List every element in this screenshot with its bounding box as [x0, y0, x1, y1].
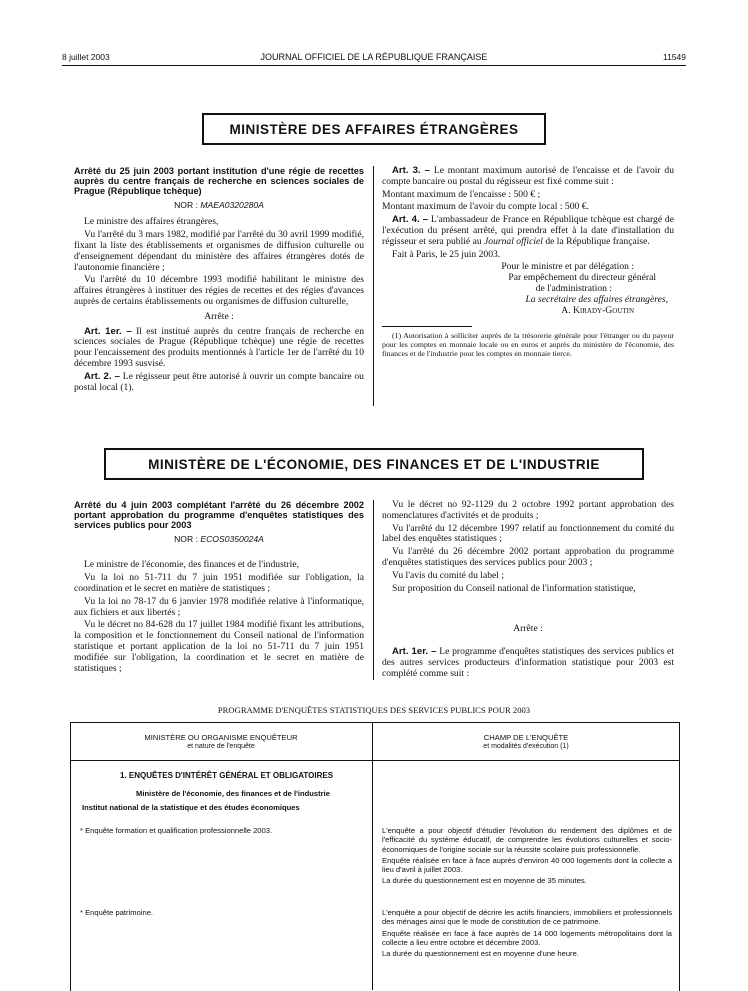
nor-code: ECOS0350024A	[200, 533, 264, 544]
nor-reference: NOR : MAEA0320280A	[174, 199, 264, 210]
column-divider	[373, 166, 374, 406]
section-heading: 1. ENQUÊTES D'INTÉRÊT GÉNÉRAL ET OBLIGATOIRES	[120, 771, 334, 780]
signature-line: de l'administration :	[535, 282, 612, 294]
footnote: (1) Autorisation à solliciter auprès de la trésorerie générale pour l'étranger ou du payeur pour les comptes en monnaie locale ou en euros et auprès du ministère de l'économie, des finances et de l'industrie pour les comptes en monnaie tierce.	[382, 331, 674, 359]
amount-line: Montant maximum de l'encaisse : 500 € ;	[382, 188, 541, 200]
table-header-col2: CHAMP DE L'ENQUÊTE et modalités d'exécution (1)	[483, 733, 569, 751]
article-4: Art. 4. – L'ambassadeur de France en République tchèque est chargé de l'exécution du présent arrêté, qui prendra effet à la date d'installation du régisseur et sera publié au Journal officiel de la République française.	[382, 214, 674, 247]
signature-line: La secrétaire des affaires étrangères,	[525, 293, 668, 305]
programme-heading: PROGRAMME D'ENQUÊTES STATISTIQUES DES SERVICES PUBLICS POUR 2003	[217, 705, 531, 715]
header-date: 8 juillet 2003	[62, 52, 110, 62]
amount-line: Montant maximum de l'avoir du compte local : 500 €.	[382, 201, 589, 213]
left-column-decree2	[74, 500, 364, 676]
institute-heading: Institut national de la statistique et des études économiques	[82, 803, 300, 812]
header-rule	[62, 65, 686, 66]
paragraph: Vu l'avis du comité du label ;	[392, 569, 504, 581]
ministry-heading: Ministère de l'économie, des finances et de l'industrie	[136, 789, 330, 798]
right-column-decree2	[382, 500, 674, 682]
right-column-decree1	[382, 166, 674, 360]
survey-details: L'enquête a pour objectif de décrire les actifs financiers, immobiliers et professionnels des ménages ainsi que le mode de constitution de ce patrimoine. Enquête réalisée en face à face auprès de 14 000 logements métropolitains dont la collecte a lieu entre octobre et décembre 2003. La durée du questionnement est en moyenne d'une heure.	[382, 908, 672, 959]
table-header-rule	[70, 760, 680, 761]
table-header-col1: MINISTÈRE OU ORGANISME ENQUÊTEUR et nature de l'enquête	[144, 733, 298, 751]
table-column-divider	[372, 722, 373, 990]
footnote-rule	[382, 326, 472, 327]
arrete-label: Arrête :	[513, 623, 543, 635]
column-divider	[373, 500, 374, 680]
arrete-label: Arrête :	[204, 310, 234, 322]
signature-line: Par empêchement du directeur général	[508, 272, 656, 284]
header-journal: JOURNAL OFFICIEL DE LA RÉPUBLIQUE FRANÇAISE	[260, 52, 488, 62]
survey-name: * Enquête formation et qualification professionnelle 2003.	[80, 826, 273, 835]
signatory-name: A. Kirady-Goutin	[561, 304, 634, 316]
paragraph: Vu le décret no 92-1129 du 2 octobre 1992 portant approbation des nomenclatures d'activités et de produits ;	[382, 499, 674, 521]
article-1: Art. 1er. – Il est institué auprès du centre français de recherche en sciences sociales de Prague (République tchèque) une régie de recettes pour l'encaissement des produits mentionnés à l'article 1er de l'arrêté du 10 décembre 1993 susvisé.	[74, 325, 364, 369]
nor-code: MAEA0320280A	[200, 199, 264, 210]
paragraph: Sur proposition du Conseil national de l'information statistique,	[392, 582, 636, 594]
signature-line: Pour le ministre et par délégation :	[501, 261, 634, 273]
survey-details: L'enquête a pour objectif d'étudier l'évolution du rendement des diplômes et de l'efficacité du système éducatif, de comprendre les évolutions culturelles et socio-économiques de l'origine sociale sur la réussite scolaire puis professionnelle. Enquête réalisée en face à face auprès d'environ 40 000 logements dont la collecte a lieu d'avril à juillet 2003. La durée du questionnement est en moyenne de 35 minutes.	[382, 826, 672, 886]
done-at: Fait à Paris, le 25 juin 2003.	[392, 248, 501, 260]
paragraph: Vu le décret no 84-628 du 17 juillet 1984 modifié fixant les attributions, la composition et le fonctionnement du Conseil national de l'information statistique et portant application de la loi no 51-711 du 7 juin 1951 modifiée sur l'obligation, la coordination et le secret en matière de statistiques ;	[74, 619, 364, 674]
ministry-name: MINISTÈRE DES AFFAIRES ÉTRANGÈRES	[229, 122, 519, 137]
ministry-name: MINISTÈRE DE L'ÉCONOMIE, DES FINANCES ET DE L'INDUSTRIE	[148, 457, 600, 472]
article-2: Art. 2. – Le régisseur peut être autorisé à ouvrir un compte bancaire ou postal local (1).	[74, 370, 364, 393]
decree-title: Arrêté du 25 juin 2003 portant institution d'une régie de recettes auprès du centre français de recherche en sciences sociales de Prague (République tchèque)	[74, 166, 364, 197]
header-page-number: 11549	[662, 52, 686, 62]
paragraph: Le ministre des affaires étrangères,	[84, 216, 219, 228]
paragraph: Vu la loi no 51-711 du 7 juin 1951 modifiée sur l'obligation, la coordination et le secret en matière de statistiques ;	[74, 572, 364, 594]
ministry-banner	[202, 113, 546, 145]
nor-reference: NOR : ECOS0350024A	[174, 533, 264, 544]
article-1: Art. 1er. – Le programme d'enquêtes statistiques des services publics et des autres services producteurs d'information statistique pour 2003 est complété comme suit :	[382, 646, 674, 679]
paragraph: Vu l'arrêté du 26 décembre 2002 portant approbation du programme d'enquêtes statistiques des services publics pour 2003 ;	[382, 546, 674, 568]
ministry-banner	[104, 448, 644, 480]
article-3: Art. 3. – Le montant maximum autorisé de l'encaisse et de l'avoir du compte bancaire ou postal du régisseur est fixé comme suit :	[382, 165, 674, 187]
paragraph: Vu la loi no 78-17 du 6 janvier 1978 modifiée relative à l'informatique, aux fichiers et aux libertés ;	[74, 595, 364, 618]
paragraph: Vu l'arrêté du 12 décembre 1997 relatif au fonctionnement du comité du label des enquêtes statistiques ;	[382, 522, 674, 545]
paragraph: Le ministre de l'économie, des finances et de l'industrie,	[84, 559, 299, 571]
survey-name: * Enquête patrimoine.	[80, 908, 154, 917]
left-column-decree1	[74, 166, 364, 395]
decree-title: Arrêté du 4 juin 2003 complétant l'arrêté du 26 décembre 2002 portant approbation du programme d'enquêtes statistiques des services publics pour 2003	[74, 500, 364, 531]
paragraph: Vu l'arrêté du 3 mars 1982, modifié par l'arrêté du 30 avril 1999 modifié, fixant la liste des établissements et organismes de diffusion culturelle ou d'enseignement dépendant du ministère des affaires étrangères dotés de l'autonomie financière ;	[74, 229, 364, 273]
paragraph: Vu l'arrêté du 10 décembre 1993 modifié habilitant le ministre des affaires étrangères à instituer des régies de recettes et des régies d'avances auprès de certains établissements ou organismes de diffusion culturelle,	[74, 274, 364, 307]
